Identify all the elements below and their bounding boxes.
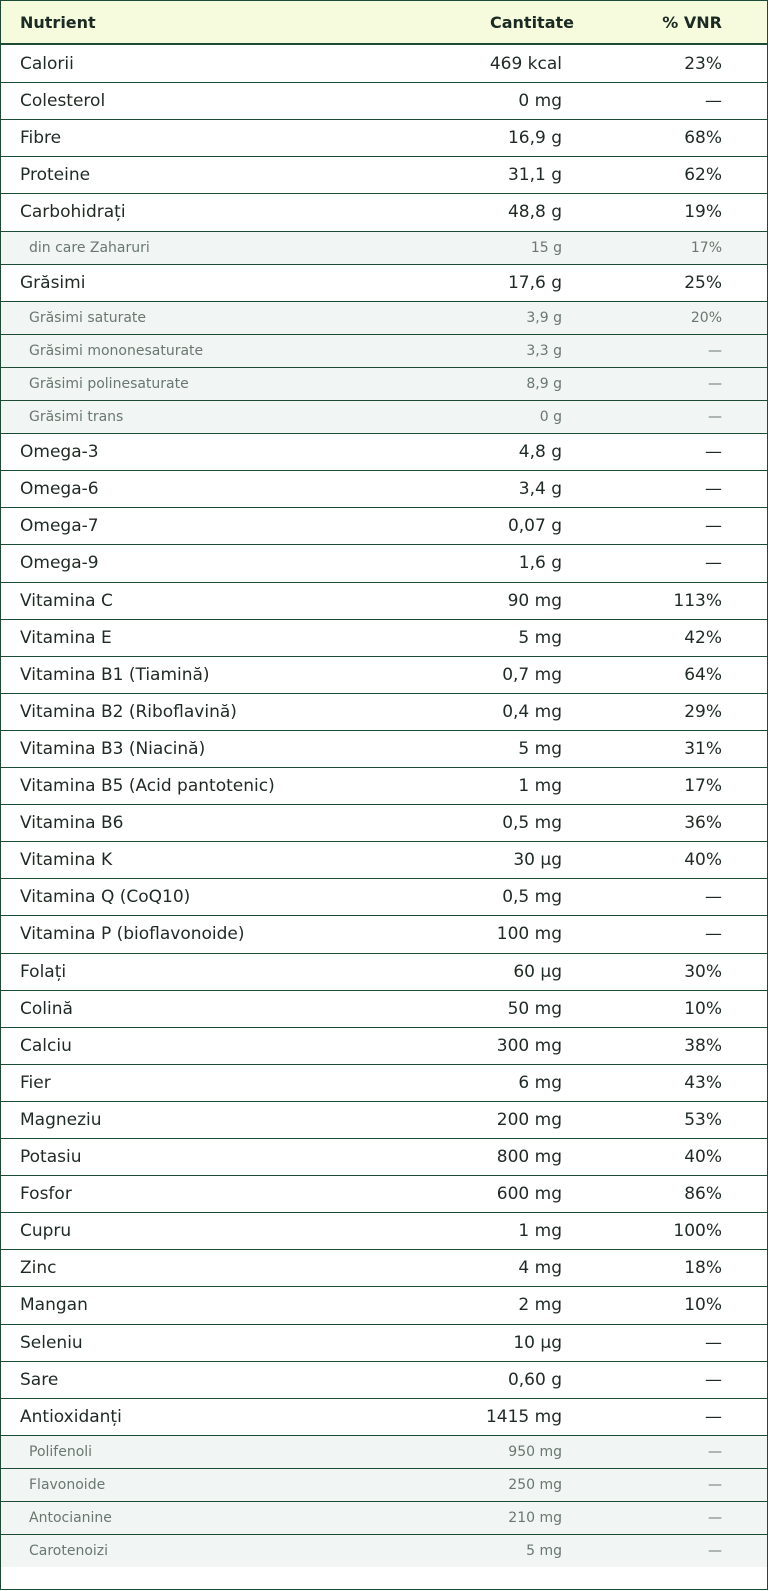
table-row [1, 878, 767, 915]
table-row [1, 915, 767, 952]
nutrient-name: Vitamina B3 (Niacină) [20, 738, 206, 759]
nutrient-amount: 0,5 mg [502, 813, 562, 834]
nutrient-name: Omega-6 [20, 479, 99, 500]
nutrient-name: Folați [20, 961, 67, 982]
table-row [1, 264, 767, 301]
nutrient-amount: 5 mg [526, 1543, 562, 1560]
table-row [1, 82, 767, 119]
table-row [1, 953, 767, 990]
table-row [1, 156, 767, 193]
table-subrow [1, 1468, 767, 1501]
nutrient-name: Carotenoizi [29, 1543, 109, 1560]
nutrient-amount: 0,4 mg [502, 701, 562, 722]
nutrient-amount: 30 µg [513, 850, 562, 871]
nutrient-amount: 600 mg [496, 1184, 562, 1205]
nutrient-amount: 4 mg [518, 1258, 562, 1279]
nutrient-dv-percent: — [705, 924, 722, 945]
nutrient-amount: 800 mg [496, 1147, 562, 1168]
nutrient-name: Fibre [20, 128, 62, 149]
nutrient-name: Fier [20, 1072, 51, 1093]
table-row [1, 1212, 767, 1249]
nutrient-dv-percent: — [705, 479, 722, 500]
nutrient-dv-percent: 10% [684, 1295, 722, 1316]
nutrient-amount: 1415 mg [485, 1406, 562, 1427]
table-row [1, 119, 767, 156]
nutrient-name: Vitamina C [20, 590, 113, 611]
table-row [1, 1361, 767, 1398]
nutrient-dv-percent: 17% [690, 239, 722, 256]
nutrient-amount: 3,4 g [518, 479, 562, 500]
nutrient-name: Vitamina B1 (Tiamină) [20, 664, 210, 685]
nutrient-name: Grăsimi trans [29, 409, 124, 426]
table-subrow [1, 231, 767, 264]
nutrient-name: Carbohidrați [20, 202, 126, 223]
nutrient-dv-percent: — [705, 91, 722, 112]
table-row [1, 656, 767, 693]
nutrient-name: Omega-3 [20, 442, 99, 463]
nutrient-dv-percent: — [705, 516, 722, 537]
nutrient-name: Vitamina B2 (Riboflavină) [20, 701, 237, 722]
nutrient-dv-percent: 17% [684, 776, 722, 797]
nutrient-name: Omega-7 [20, 516, 99, 537]
nutrient-dv-percent: — [708, 409, 722, 426]
table-subrow [1, 1435, 767, 1468]
nutrient-name: Magneziu [20, 1109, 102, 1130]
nutrient-dv-percent: 20% [690, 309, 722, 326]
nutrient-dv-percent: 100% [673, 1221, 722, 1242]
nutrient-amount: 17,6 g [507, 272, 562, 293]
nutrient-amount: 300 mg [496, 1035, 562, 1056]
nutrient-dv-percent: 25% [684, 272, 722, 293]
nutrient-name: Vitamina B6 [20, 813, 124, 834]
nutrient-name: Omega-9 [20, 553, 99, 574]
nutrient-amount: 469 kcal [489, 53, 562, 74]
nutrient-dv-percent: 64% [684, 664, 722, 685]
nutrient-dv-percent: 43% [684, 1072, 722, 1093]
nutrient-dv-percent: — [705, 553, 722, 574]
nutrient-dv-percent: 40% [684, 1147, 722, 1168]
table-row [1, 1286, 767, 1323]
nutrient-amount: 48,8 g [507, 202, 562, 223]
nutrient-dv-percent: — [705, 1369, 722, 1390]
table-row [1, 619, 767, 656]
nutrient-dv-percent: 19% [684, 202, 722, 223]
nutrient-amount: 10 µg [513, 1332, 562, 1353]
nutrient-dv-percent: 62% [684, 165, 722, 186]
nutrient-name: Antocianine [29, 1510, 112, 1527]
nutrient-name: Zinc [20, 1258, 57, 1279]
nutrient-dv-percent: — [708, 1443, 722, 1460]
nutrient-name: Potasiu [20, 1147, 82, 1168]
nutrient-amount: 1 mg [518, 1221, 562, 1242]
table-row [1, 193, 767, 230]
table-row [1, 45, 767, 82]
nutrient-amount: 100 mg [496, 924, 562, 945]
nutrient-amount: 1,6 g [518, 553, 562, 574]
table-row [1, 1027, 767, 1064]
nutrient-name: Sare [20, 1369, 59, 1390]
nutrient-amount: 250 mg [508, 1476, 562, 1493]
nutrient-amount: 8,9 g [526, 375, 562, 392]
nutrient-amount: 4,8 g [518, 442, 562, 463]
nutrient-amount: 5 mg [518, 627, 562, 648]
nutrient-dv-percent: 18% [684, 1258, 722, 1279]
nutrient-name: Proteine [20, 165, 91, 186]
table-subrow [1, 367, 767, 400]
nutrient-dv-percent: — [708, 1476, 722, 1493]
table-subrow [1, 301, 767, 334]
nutrient-amount: 6 mg [518, 1072, 562, 1093]
table-row [1, 1101, 767, 1138]
table-row [1, 693, 767, 730]
table-row [1, 544, 767, 581]
nutrient-dv-percent: 31% [684, 738, 722, 759]
nutrient-amount: 0,7 mg [502, 664, 562, 685]
nutrient-dv-percent: 30% [684, 961, 722, 982]
nutrient-name: Calciu [20, 1035, 72, 1056]
nutrient-dv-percent: 68% [684, 128, 722, 149]
table-row [1, 730, 767, 767]
nutrient-dv-percent: 38% [684, 1035, 722, 1056]
table-subrow [1, 1501, 767, 1534]
nutrient-name: Grăsimi mononesaturate [29, 342, 204, 359]
nutrient-name: Flavonoide [29, 1476, 106, 1493]
nutrient-amount: 16,9 g [507, 128, 562, 149]
header-amount: Cantitate [489, 12, 574, 32]
table-row [1, 1324, 767, 1361]
nutrient-dv-percent: 29% [684, 701, 722, 722]
nutrient-amount: 3,3 g [526, 342, 562, 359]
nutrient-amount: 5 mg [518, 738, 562, 759]
nutrient-dv-percent: 40% [684, 850, 722, 871]
nutrient-name: Vitamina P (bioflavonoide) [20, 924, 245, 945]
nutrient-name: Fosfor [20, 1184, 72, 1205]
nutrient-name: Antioxidanți [20, 1406, 122, 1427]
nutrient-dv-percent: — [705, 442, 722, 463]
nutrient-name: Colină [20, 998, 73, 1019]
table-subrow [1, 1534, 767, 1567]
nutrient-dv-percent: 42% [684, 627, 722, 648]
nutrient-name: Vitamina E [20, 627, 112, 648]
nutrient-name: Vitamina Q (CoQ10) [20, 887, 191, 908]
nutrient-dv-percent: — [705, 1406, 722, 1427]
nutrient-amount: 2 mg [518, 1295, 562, 1316]
nutrient-amount: 0 mg [518, 91, 562, 112]
table-row [1, 1175, 767, 1212]
table-subrow [1, 400, 767, 433]
nutrient-amount: 0,07 g [507, 516, 562, 537]
nutrient-amount: 60 µg [513, 961, 562, 982]
nutrient-dv-percent: — [708, 342, 722, 359]
nutrient-dv-percent: 10% [684, 998, 722, 1019]
table-row [1, 582, 767, 619]
table-row [1, 990, 767, 1027]
nutrient-name: Calorii [20, 53, 74, 74]
nutrient-amount: 200 mg [496, 1109, 562, 1130]
table-header-row [1, 1, 767, 45]
nutrient-amount: 15 g [530, 239, 562, 256]
nutrient-dv-percent: 36% [684, 813, 722, 834]
nutrient-name: din care Zaharuri [29, 239, 150, 256]
nutrient-dv-percent: — [708, 1510, 722, 1527]
table-row [1, 1249, 767, 1286]
table-row [1, 470, 767, 507]
nutrient-amount: 0,5 mg [502, 887, 562, 908]
nutrient-dv-percent: — [705, 1332, 722, 1353]
nutrient-name: Vitamina K [20, 850, 113, 871]
header-nutrient: Nutrient [20, 12, 96, 32]
nutrient-dv-percent: 53% [684, 1109, 722, 1130]
table-row [1, 841, 767, 878]
header-dv: % VNR [662, 12, 722, 32]
nutrient-dv-percent: 113% [673, 590, 722, 611]
table-row [1, 804, 767, 841]
nutrient-amount: 0,60 g [507, 1369, 562, 1390]
nutrient-amount: 50 mg [507, 998, 562, 1019]
nutrient-amount: 0 g [539, 409, 562, 426]
nutrient-dv-percent: — [705, 887, 722, 908]
nutrient-name: Grăsimi saturate [29, 309, 147, 326]
nutrient-name: Mangan [20, 1295, 88, 1316]
table-row [1, 1064, 767, 1101]
nutrient-name: Grăsimi [20, 272, 86, 293]
nutrient-amount: 210 mg [508, 1510, 562, 1527]
nutrient-dv-percent: — [708, 1543, 722, 1560]
nutrient-amount: 1 mg [518, 776, 562, 797]
nutrient-amount: 3,9 g [526, 309, 562, 326]
nutrient-name: Cupru [20, 1221, 72, 1242]
table-row [1, 433, 767, 470]
nutrient-dv-percent: — [708, 375, 722, 392]
nutrient-amount: 31,1 g [507, 165, 562, 186]
nutrient-name: Polifenoli [29, 1443, 93, 1460]
nutrient-dv-percent: 86% [684, 1184, 722, 1205]
table-row [1, 1398, 767, 1435]
nutrient-name: Grăsimi polinesaturate [29, 375, 189, 392]
table-row [1, 767, 767, 804]
nutrient-name: Seleniu [20, 1332, 83, 1353]
nutrient-amount: 950 mg [508, 1443, 562, 1460]
nutrient-amount: 90 mg [507, 590, 562, 611]
table-row [1, 507, 767, 544]
nutrient-name: Colesterol [20, 91, 106, 112]
table-subrow [1, 334, 767, 367]
nutrient-name: Vitamina B5 (Acid pantotenic) [20, 776, 275, 797]
table-row [1, 1138, 767, 1175]
nutrient-dv-percent: 23% [684, 53, 722, 74]
